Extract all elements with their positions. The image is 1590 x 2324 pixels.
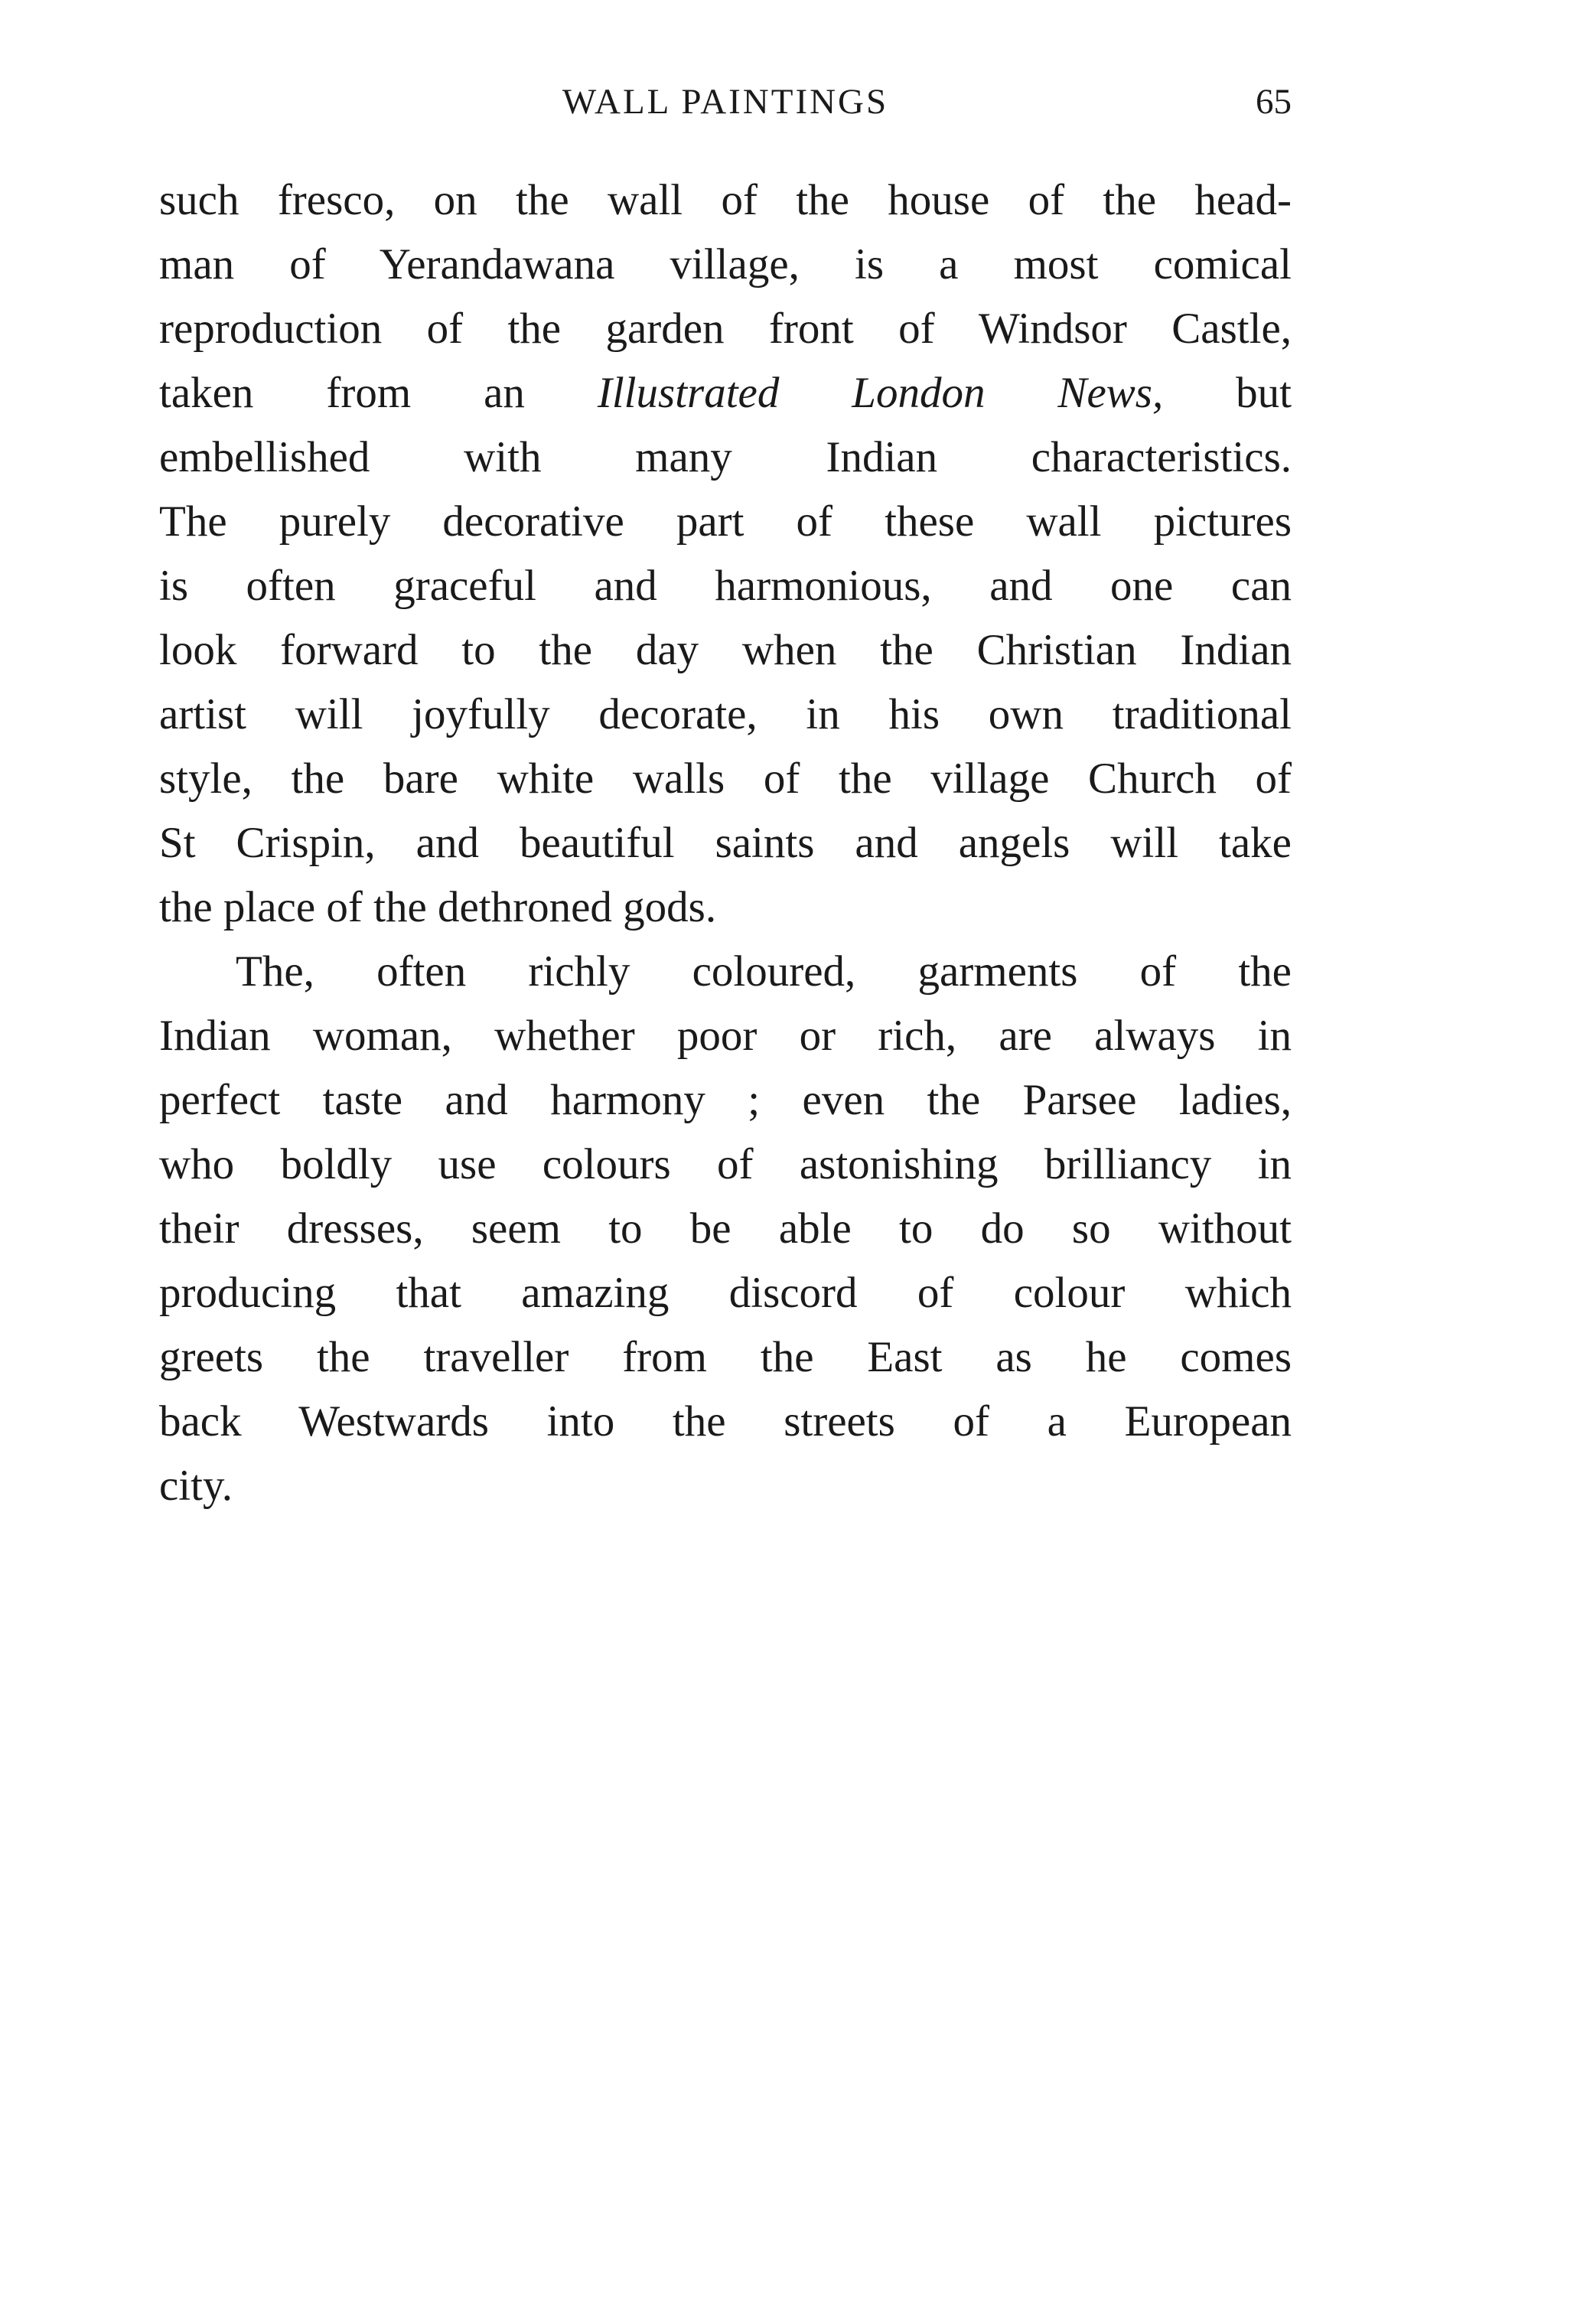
text-line: is often graceful and harmonious, and one can (159, 562, 1292, 610)
text-line: their dresses, seem to be able to do so without (159, 1204, 1292, 1253)
text-line: embellished with many Indian characteristics. (159, 433, 1292, 481)
text-line: St Crispin, and beautiful saints and angels will take (159, 819, 1292, 867)
text-line-with-italic (159, 361, 1292, 425)
text-line: The purely decorative part of these wall pictures (159, 497, 1292, 546)
body-text (159, 168, 1292, 1518)
text-line: Indian woman, whether poor or rich, are always in (159, 1012, 1292, 1060)
text-line: greets the traveller from the East as he comes (159, 1333, 1292, 1381)
text-line: who boldly use colours of astonishing brilliancy in (159, 1140, 1292, 1188)
page-number: 65 (1256, 82, 1292, 122)
text-line: reproduction of the garden front of Windsor Castle, (159, 305, 1292, 353)
text-line: producing that amazing discord of colour which (159, 1269, 1292, 1317)
text-segment: but (1163, 369, 1292, 417)
text-line: perfect taste and harmony ; even the Parsee ladies, (159, 1076, 1292, 1124)
text-line: look forward to the day when the Christian Indian (159, 626, 1292, 674)
text-line: The, often richly coloured, garments of the (236, 947, 1292, 996)
text-line: the place of the dethroned gods. (159, 883, 717, 931)
text-line: back Westwards into the streets of a European (159, 1397, 1292, 1446)
text-line: city. (159, 1462, 233, 1510)
text-line: such fresco, on the wall of the house of the head- (159, 176, 1292, 224)
running-head: WALL PAINTINGS (562, 82, 889, 122)
italic-title: Illustrated London News, (597, 369, 1164, 417)
text-line: style, the bare white walls of the village Church of (159, 755, 1292, 803)
page-header (159, 81, 1292, 135)
text-line: artist will joyfully decorate, in his own traditional (159, 690, 1292, 738)
text-line: man of Yerandawana village, is a most comical (159, 240, 1292, 288)
text-segment: taken from an (159, 369, 598, 417)
